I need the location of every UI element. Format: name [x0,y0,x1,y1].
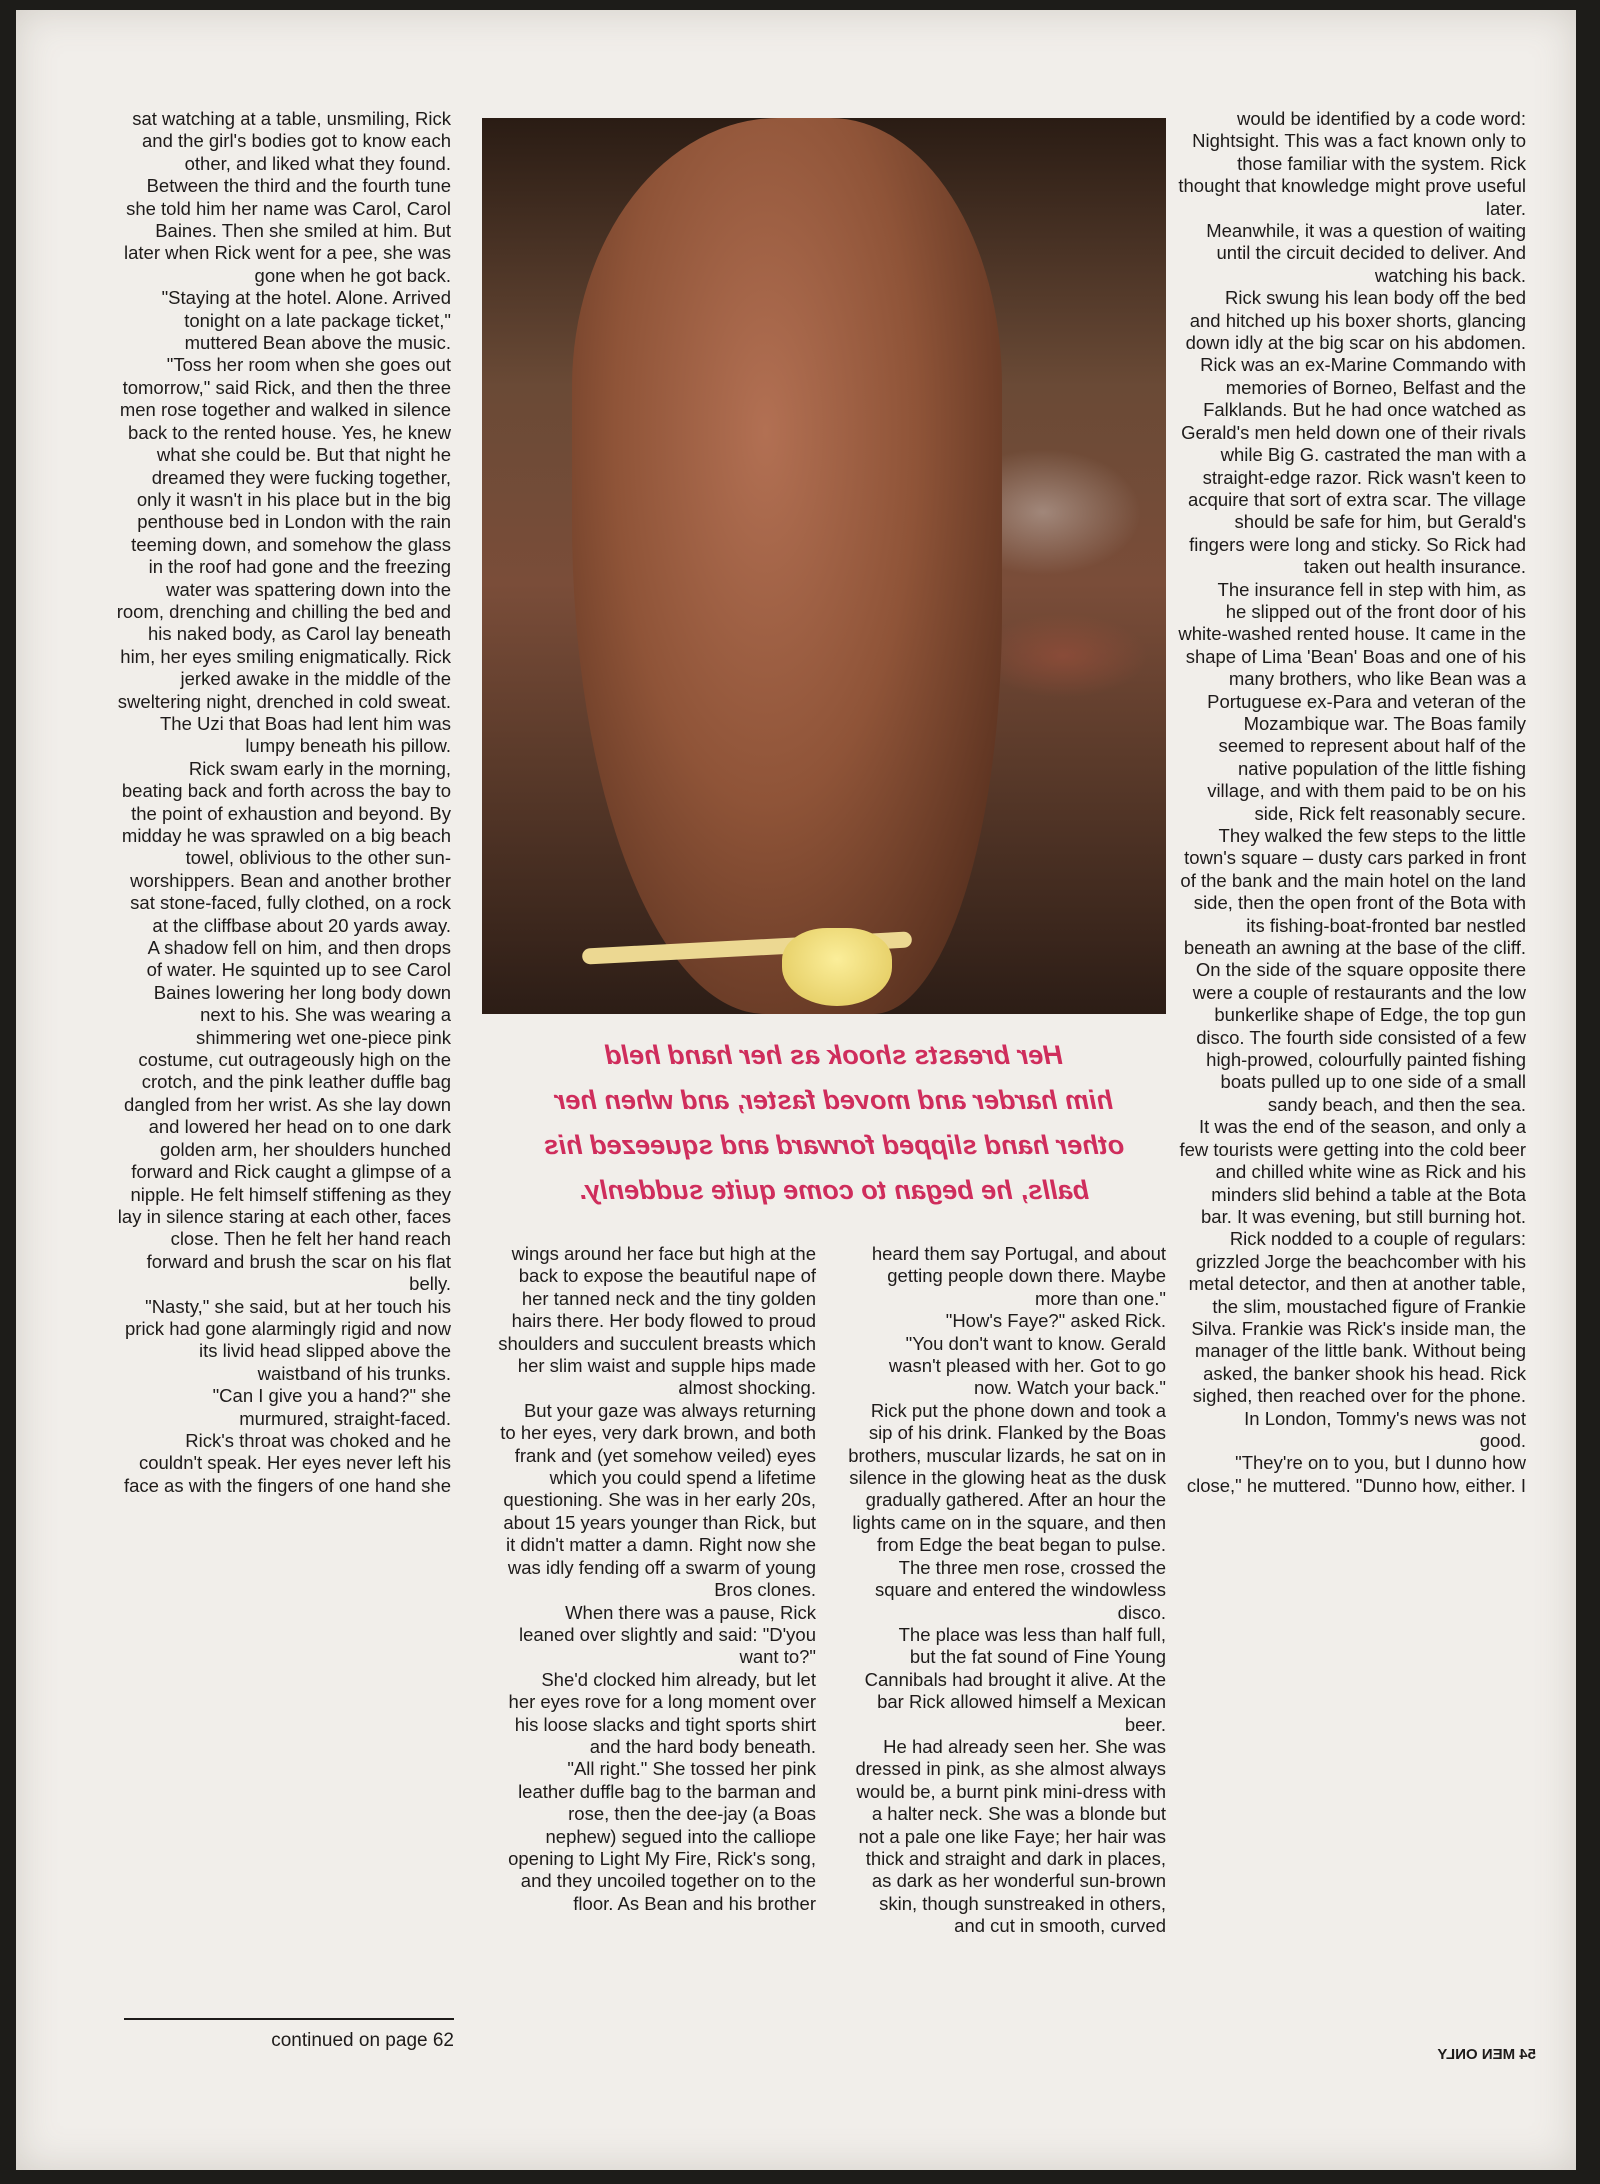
pull-quote-line: balls, he began to come quite suddenly. [578,1175,1090,1205]
magazine-name: MEN ONLY [1437,2046,1516,2063]
paragraph: "You don't want to know. Gerald wasn't pleased with her. Got to go now. Watch your back." [888,1332,1166,1399]
page-number: 54 [1519,2046,1536,2063]
paragraph: wings around her face but high at the back to expose the beautiful nape of her tanned neck and the tiny golden hairs there. Her body flowed to proud shoulders and succulent breasts which her slim waist and supple hips made almost shocking. [498,1243,816,1399]
paragraph: "Nasty," she said, but at her touch his prick had gone alarmingly rigid and now its livid head slipped above the waistband of his trunks. [125,1295,451,1384]
pull-quote-line: other hand slipped forward and squeezed his [543,1130,1125,1160]
paragraph: She'd clocked him already, but let her eyes rove for a long moment over his loose slacks and tight sports shirt and the hard body beneath. [508,1668,816,1757]
paragraph: sat watching at a table, unsmiling, Rick and the girl's bodies got to know each other, and liked what they found. [132,108,451,174]
paragraph: A shadow fell on him, and then drops of water. He squinted up to see Carol Baines lowering her long body down next to his. She was wearing a shimmering wet one-piece pink costume, cut outrageously high on the crotch, and the pink leather duffle bag dangled from her wrist. As she lay down and lowered her head on to one dark golden arm, her shoulders hunched forward and Rick caught a glimpse of a nipple. He felt himself stiffening as they lay in silence staring at each other, faces close. Then he felt her hand reach forward and brush the scar on his flat belly. [117,937,451,1295]
paragraph: It was the end of the season, and only a few tourists were getting into the cold beer and chilled white wine as Rick and his minders slid behind a table at the Bota bar. It was evening, but still burning hot. Rick nodded to a couple of regulars: grizzled Jorge the beachcomber with his metal detector, and then at another table, the slim, moustached figure of Frankie Silva. Frankie was Rick's inside man, the manager of the little bank. Without being asked, the banker shook his head. Rick sighed, then reached over for the phone. [1179,1116,1526,1407]
paragraph: "Can I give you a hand?" she murmured, straight-faced. [212,1385,451,1429]
text-column-left [116,108,451,1938]
text-column-right [1176,108,1526,2118]
photo-figure [572,118,1002,1014]
pull-quote [494,1033,1174,1213]
paragraph: "How's Faye?" asked Rick. [945,1310,1166,1332]
page-folio [1406,2046,1536,2063]
paragraph: In London, Tommy's news was not good. [1244,1407,1526,1451]
paragraph: He had already seen her. She was dressed in pink, as she almost always would be, a burnt pink mini-dress with a halter neck. She was a blonde but not a pale one like Faye; her hair was thick and straight and dark in places, as dark as her wonderful sun-brown skin, though sunstreaked in others, and cut in smooth, curved [855,1735,1166,1937]
paragraph: Rick put the phone down and took a sip of his drink. Flanked by the Boas brothers, muscular lizards, he sat on in silence in the glowing heat as the dusk gradually gathered. After an hour the lights came on in the square, and then from Edge the beat began to pulse. The three men rose, crossed the square and entered the windowless disco. [848,1399,1166,1623]
paragraph: heard them say Portugal, and about getting people down there. Maybe more than one." [871,1243,1166,1309]
paragraph: would be identified by a code word: Nightsight. This was a fact known only to those familiar with the system. Rick thought that knowledge might prove useful later. [1178,108,1526,219]
pinup-photo [482,118,1166,1014]
paragraph: Rick swung his lean body off the bed and hitched up his boxer shorts, glancing down idly at the big scar on his abdomen. Rick was an ex-Marine Commando with memories of Borneo, Belfast and the Falklands. But he had once watched as Gerald's men held down one of their rivals while Big G. castrated the man with a straight-edge razor. Rick wasn't keen to acquire that sort of extra scar. The village should be safe for him, but Gerald's fingers were long and sticky. So Rick had taken out health insurance. [1181,287,1526,578]
paragraph: The place was less than half full, but the fat sound of Fine Young Cannibals had brought it alive. At the bar Rick allowed himself a Mexican beer. [864,1623,1166,1735]
paragraph: "Toss her room when she goes out tomorrow," said Rick, and then the three men rose together and walked in silence back to the rented house. Yes, he knew what she could be. But that night he dreamed they were fucking together, only it wasn't in his place but in the big penthouse bed in London with the rain teeming down, and somehow the glass in the roof had gone and the freezing water was spattering down into the room, drenching and chilling the bed and his naked body, as Carol lay beneath him, her eyes smiling enigmatically. Rick jerked awake in the middle of the sweltering night, drenched in cold sweat. The Uzi that Boas had lent him was lumpy beneath his pillow. [116,354,451,757]
paragraph: Meanwhile, it was a question of waiting until the circuit decided to deliver. And watching his back. [1206,220,1526,286]
text-column-middle-right [846,1243,1166,2123]
paragraph: But your gaze was always returning to her eyes, very dark brown, and both frank and (yet somehow veiled) eyes which you could spend a lifetime questioning. She was in her early 20s, about 15 years younger than Rick, but it didn't matter a damn. Right now she was idly fending off a swarm of young Bros clones. [500,1399,816,1601]
paragraph: "They're on to you, but I dunno how close," he muttered. "Dunno how, either. I [1186,1452,1526,1496]
pull-quote-line: him harder and moved faster, and when her [554,1085,1114,1115]
continued-note: continued on page 62 [124,2018,454,2052]
paragraph: The insurance fell in step with him, as he slipped out of the front door of his white-washed rented house. It came in the shape of Lima 'Bean' Boas and one of his many brothers, who like Bean was a Portuguese ex-Para and veteran of the Mozambique war. The Boas family seemed to represent about half of the native population of the little fishing village, and with them paid to be on his side, Rick felt reasonably secure. [1178,578,1526,824]
paragraph: "All right." She tossed her pink leather duffle bag to the barman and rose, then the dee-jay (a Boas nephew) segued into the calliope opening to Light My Fire, Rick's song, and they uncoiled together on to the floor. As Bean and his brother [508,1758,816,1914]
paragraph: Rick's throat was choked and he couldn't speak. Her eyes never left his face as with the fingers of one hand she [123,1429,451,1496]
photo-bikini [782,928,892,1006]
paragraph: They walked the few steps to the little town's square – dusty cars parked in front of the bank and the main hotel on the land side, then the open front of the Bota with its fishing-boat-fronted bar nestled beneath an awning at the base of the cliff. On the side of the square opposite there were a couple of restaurants and the low bunkerlike shape of Edge, the top gun disco. The fourth side consisted of a few high-prowed, colourfully painted fishing boats pulled up to one side of a small sandy beach, and then the sea. [1180,825,1526,1115]
paragraph: Between the third and the fourth tune she told him her name was Carol, Carol Baines. Then she smiled at him. But later when Rick went for a pee, she was gone when he got back. [124,175,451,286]
paragraph: Rick swam early in the morning, beating back and forth across the bay to the point of exhaustion and beyond. By midday he was sprawled on a big beach towel, oblivious to the other sun-worshippers. Bean and another brother sat stone-faced, fully clothed, on a rock at the cliffbase about 20 yards away. [121,757,451,936]
paragraph: "Staying at the hotel. Alone. Arrived tonight on a late package ticket," muttered Bean above the music. [161,287,451,354]
pull-quote-line: Her breasts shook as her hand held [605,1040,1063,1070]
paper-sheet [16,10,1576,2170]
paragraph: When there was a pause, Rick leaned over slightly and said: "D'you want to?" [518,1601,816,1668]
text-column-middle-left [496,1243,816,2123]
